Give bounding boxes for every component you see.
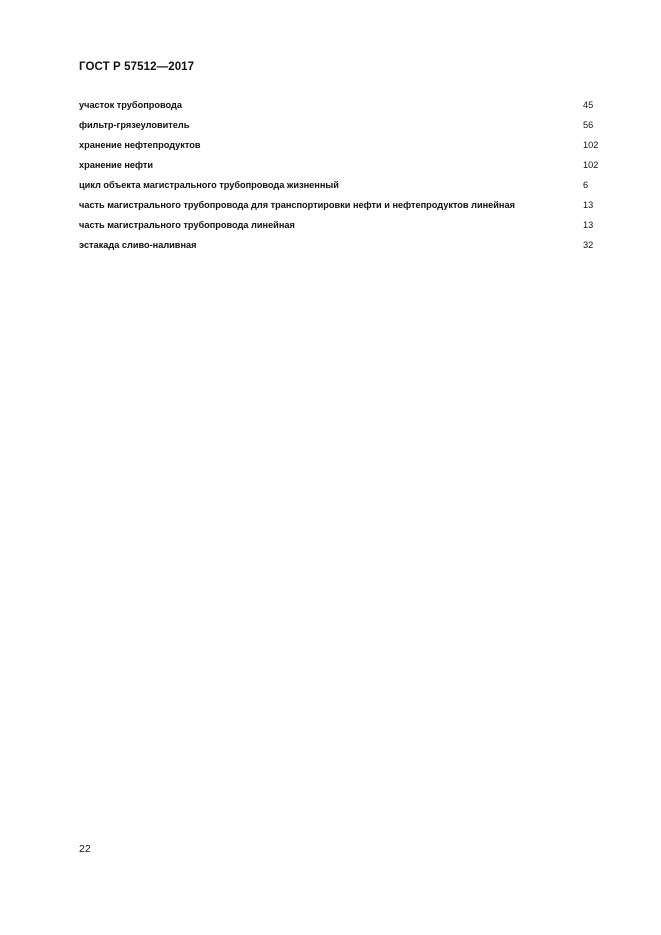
index-term: часть магистрального трубопровода для транспортировки нефти и нефтепродуктов линейная xyxy=(79,200,515,210)
index-term: хранение нефтепродуктов xyxy=(79,140,201,150)
term-index-list xyxy=(79,98,599,258)
index-page-ref: 56 xyxy=(583,120,594,130)
index-term: цикл объекта магистрального трубопровода жизненный xyxy=(79,180,339,190)
index-entry xyxy=(79,118,599,138)
index-term: эстакада сливо-наливная xyxy=(79,240,197,250)
index-page-ref: 102 xyxy=(583,160,599,170)
index-entry xyxy=(79,158,599,178)
index-entry xyxy=(79,238,599,258)
index-page-ref: 13 xyxy=(583,200,594,210)
index-term: участок трубопровода xyxy=(79,100,182,110)
index-entry xyxy=(79,178,599,198)
index-page-ref: 6 xyxy=(583,180,589,190)
index-term: хранение нефти xyxy=(79,160,154,170)
index-page-ref: 102 xyxy=(583,140,599,150)
index-page-ref: 45 xyxy=(583,100,594,110)
document-code-header: ГОСТ Р 57512—2017 xyxy=(79,61,195,73)
index-page-ref: 13 xyxy=(583,220,594,230)
index-entry xyxy=(79,98,599,118)
index-entry xyxy=(79,198,599,218)
index-term: часть магистрального трубопровода линейная xyxy=(79,220,295,230)
index-entry xyxy=(79,218,599,238)
page-number: 22 xyxy=(79,843,91,855)
index-term: фильтр-грязеуловитель xyxy=(79,120,190,130)
index-page-ref: 32 xyxy=(583,240,594,250)
index-entry xyxy=(79,138,599,158)
